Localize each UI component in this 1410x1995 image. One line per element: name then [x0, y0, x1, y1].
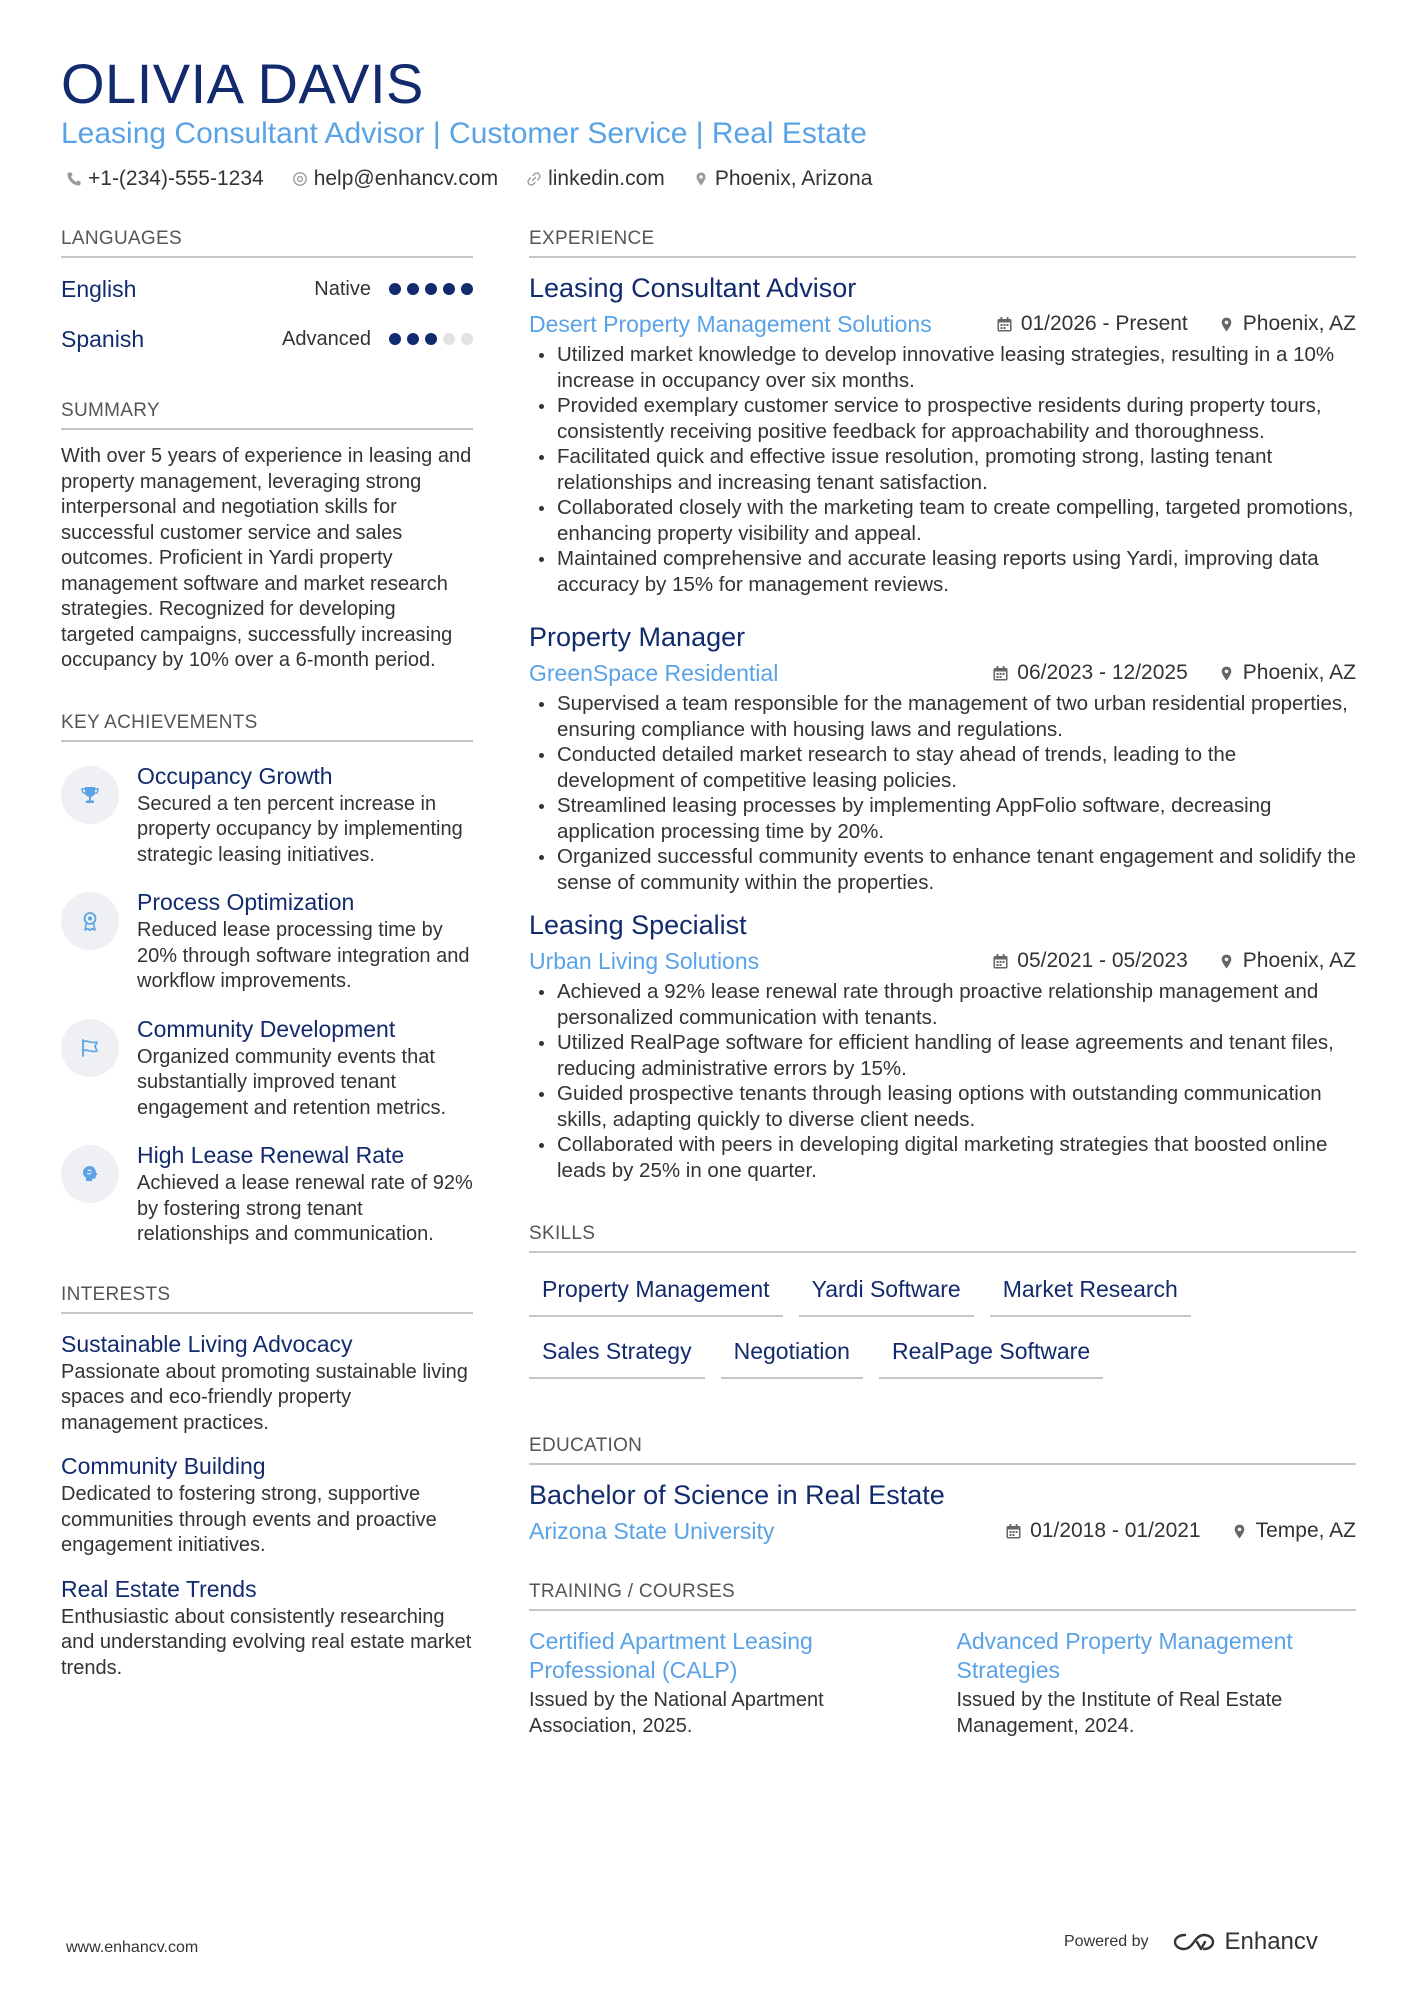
language-level: Native [314, 277, 371, 300]
education-location [1231, 1519, 1356, 1543]
language-item [61, 314, 473, 364]
skills-list [529, 1269, 1289, 1379]
school-name: Arizona State University [529, 1517, 775, 1544]
language-name: Spanish [61, 325, 145, 352]
link-icon [526, 171, 542, 187]
experience-item [529, 619, 1356, 895]
contact-location [693, 164, 873, 194]
education-dates-text: 01/2018 - 01/2021 [1030, 1519, 1201, 1542]
education-meta [529, 1513, 1356, 1549]
job-meta [529, 655, 1356, 691]
job-bullets [529, 979, 1356, 1183]
job-dates-text: 06/2023 - 12/2025 [1017, 661, 1188, 684]
job-bullet: Supervised a team responsible for the management of two urban residential properties, ensuring compliance with housing laws and regulations. [529, 691, 1356, 742]
experience-item [529, 907, 1356, 1183]
enhancv-logo-text: Enhancv [1224, 1928, 1318, 1955]
footer-website[interactable]: www.enhancv.com [66, 1939, 199, 1956]
job-title: Leasing Specialist [529, 910, 747, 940]
course-item [529, 1627, 929, 1739]
company-name: Urban Living Solutions [529, 947, 760, 974]
achievement-desc: Secured a ten percent increase in property occupancy by implementing strategic leasing initiatives. [137, 792, 463, 866]
education-item [529, 1477, 1356, 1549]
achievement-desc: Achieved a lease renewal rate of 92% by fostering strong tenant relationships and communication. [137, 1172, 473, 1245]
left-column [61, 226, 473, 1681]
job-dates [992, 661, 1187, 685]
job-location [1218, 312, 1356, 336]
right-column [529, 226, 1356, 1739]
map-pin-icon [693, 171, 709, 187]
achievement-title: High Lease Renewal Rate [137, 1142, 405, 1168]
skill-tag: Yardi Software [799, 1269, 974, 1317]
calendar-icon [992, 953, 1009, 970]
skill-tag: RealPage Software [879, 1331, 1103, 1379]
education-dates [1005, 1519, 1200, 1543]
calendar-icon [992, 665, 1009, 682]
skill-tag: Property Management [529, 1269, 783, 1317]
at-icon [292, 171, 308, 187]
language-level: Advanced [282, 327, 371, 350]
job-dates [992, 949, 1187, 973]
skill-tag: Sales Strategy [529, 1331, 705, 1379]
job-location-text: Phoenix, AZ [1242, 949, 1356, 972]
course-desc: Issued by the National Apartment Association, 2025. [529, 1689, 824, 1737]
job-location-text: Phoenix, AZ [1242, 312, 1356, 335]
job-dates-text: 05/2021 - 05/2023 [1017, 949, 1188, 972]
brain-icon [61, 1145, 119, 1203]
education-location-text: Tempe, AZ [1255, 1519, 1356, 1542]
contact-phone[interactable] [66, 164, 264, 194]
phone-text: +1-(234)-555-1234 [88, 167, 264, 190]
level-dot [425, 333, 437, 345]
email-text: help@enhancv.com [313, 167, 499, 190]
level-dot [461, 283, 473, 295]
languages-heading: LANGUAGES [61, 226, 473, 258]
achievements-list [61, 760, 473, 1248]
interest-desc: Passionate about promoting sustainable living spaces and eco-friendly property management practices. [61, 1360, 468, 1434]
skills-heading: SKILLS [529, 1221, 1356, 1253]
course-item [957, 1627, 1357, 1739]
interests-heading: INTERESTS [61, 1282, 473, 1314]
job-bullets [529, 342, 1356, 597]
job-bullet: Achieved a 92% lease renewal rate through proactive relationship management and personalized communication with tenants. [529, 979, 1356, 1030]
achievement-desc: Organized community events that substantially improved tenant engagement and retention metrics. [137, 1045, 447, 1119]
interest-title: Sustainable Living Advocacy [61, 1330, 353, 1357]
calendar-icon [996, 316, 1013, 333]
job-bullet: Utilized market knowledge to develop innovative leasing strategies, resulting in a 10% increase in occupancy over six months. [529, 342, 1356, 393]
job-dates [996, 312, 1188, 336]
enhancv-logo-icon [1171, 1930, 1217, 1954]
achievement-item [61, 886, 473, 995]
job-bullet: Conducted detailed market research to stay ahead of trends, leading to the development of competitive leasing policies. [529, 742, 1356, 793]
achievement-title: Occupancy Growth [137, 762, 333, 789]
job-bullet: Streamlined leasing processes by implementing AppFolio software, decreasing application processing time by 20%. [529, 793, 1356, 844]
level-dot [389, 283, 401, 295]
job-dates-text: 01/2026 - Present [1020, 312, 1188, 335]
footer-branding [1064, 1928, 1318, 1956]
job-meta [529, 306, 1356, 342]
summary-text: With over 5 years of experience in leasing and property management, leveraging strong interpersonal and negotiation skills for successful customer service and sales outcomes. Proficient in Yardi property management software and market research strategies. Recognized for developing targeted campaigns, successfully increasing occupancy by 10% over a 6-month period. [61, 445, 472, 671]
job-bullet: Organized successful community events to enhance tenant engagement and solidify the sense of community within the properties. [529, 844, 1356, 895]
map-pin-icon [1218, 316, 1235, 333]
language-dots [389, 283, 473, 295]
interest-title: Real Estate Trends [61, 1575, 257, 1602]
summary-heading: SUMMARY [61, 398, 473, 430]
course-title: Advanced Property Management Strategies [956, 1628, 1293, 1683]
level-dot [461, 333, 473, 345]
linkedin-text: linkedin.com [548, 167, 665, 190]
job-bullet: Facilitated quick and effective issue resolution, promoting strong, lasting tenant relationships and increasing tenant satisfaction. [529, 444, 1356, 495]
location-text: Phoenix, Arizona [714, 167, 873, 190]
company-name: Desert Property Management Solutions [529, 310, 932, 337]
job-meta [529, 943, 1356, 979]
job-location [1218, 661, 1356, 685]
interests-list [61, 1328, 473, 1682]
language-dots [389, 333, 473, 345]
powered-by-text: Powered by [1064, 1933, 1149, 1950]
course-title: Certified Apartment Leasing Professional (CALP) [529, 1628, 813, 1683]
skill-tag: Negotiation [721, 1331, 863, 1379]
achievement-title: Community Development [137, 1015, 396, 1042]
interest-desc: Enthusiastic about consistently researching and understanding evolving real estate market trends. [61, 1605, 472, 1679]
contact-bar [66, 164, 872, 194]
candidate-name: OLIVIA DAVIS [61, 52, 424, 115]
job-title: Property Manager [529, 622, 746, 652]
skill-tag: Market Research [990, 1269, 1191, 1317]
training-heading: TRAINING / COURSES [529, 1579, 1356, 1611]
map-pin-icon [1218, 665, 1235, 682]
achievements-heading: KEY ACHIEVEMENTS [61, 710, 473, 742]
flag-icon [61, 1019, 119, 1077]
level-dot [425, 283, 437, 295]
trophy-icon [61, 766, 119, 824]
candidate-title: Leasing Consultant Advisor | Customer Service | Real Estate [61, 117, 867, 150]
job-title: Leasing Consultant Advisor [529, 273, 857, 303]
achievement-item [61, 760, 473, 869]
achievement-desc: Reduced lease processing time by 20% through software integration and workflow improvements. [137, 919, 470, 992]
level-dot [407, 283, 419, 295]
map-pin-icon [1218, 953, 1235, 970]
language-item [61, 264, 473, 314]
achievement-item [61, 1013, 473, 1122]
map-pin-icon [1231, 1523, 1248, 1540]
calendar-icon [1005, 1523, 1022, 1540]
job-bullet: Collaborated with peers in developing digital marketing strategies that boosted online leads by 25% in one quarter. [529, 1132, 1356, 1183]
level-dot [389, 333, 401, 345]
experience-heading: EXPERIENCE [529, 226, 1356, 258]
degree-title: Bachelor of Science in Real Estate [529, 1480, 945, 1510]
experience-item [529, 270, 1356, 597]
job-bullet: Maintained comprehensive and accurate leasing reports using Yardi, improving data accuracy by 15% for management reviews. [529, 546, 1356, 597]
languages-list [61, 264, 473, 364]
level-dot [443, 283, 455, 295]
job-location [1218, 949, 1356, 973]
language-name: English [61, 275, 137, 302]
course-desc: Issued by the Institute of Real Estate Management, 2024. [956, 1689, 1283, 1737]
achievement-item [61, 1139, 473, 1248]
award-icon [61, 892, 119, 950]
job-bullets [529, 691, 1356, 895]
level-dot [443, 333, 455, 345]
contact-linkedin[interactable] [526, 164, 665, 194]
job-bullet: Collaborated closely with the marketing team to create compelling, targeted promotions, enhancing property visibility and appeal. [529, 495, 1356, 546]
enhancv-logo[interactable] [1171, 1928, 1318, 1956]
contact-email[interactable] [292, 164, 498, 194]
phone-icon [66, 171, 82, 187]
job-bullet: Provided exemplary customer service to prospective residents during property tours, consistently receiving positive feedback for approachability and thoroughness. [529, 393, 1356, 444]
level-dot [407, 333, 419, 345]
job-location-text: Phoenix, AZ [1242, 661, 1356, 684]
achievement-title: Process Optimization [137, 889, 355, 915]
education-heading: EDUCATION [529, 1433, 1356, 1465]
job-bullet: Utilized RealPage software for efficient handling of lease agreements and tenant files, reducing administrative errors by 15%. [529, 1030, 1356, 1081]
interest-title: Community Building [61, 1453, 266, 1479]
courses-list [529, 1627, 1356, 1739]
job-bullet: Guided prospective tenants through leasing options with outstanding communication skills, adapting quickly to diverse client needs. [529, 1081, 1356, 1132]
company-name: GreenSpace Residential [529, 659, 779, 686]
interest-desc: Dedicated to fostering strong, supportive communities through events and proactive engagement initiatives. [61, 1483, 437, 1556]
